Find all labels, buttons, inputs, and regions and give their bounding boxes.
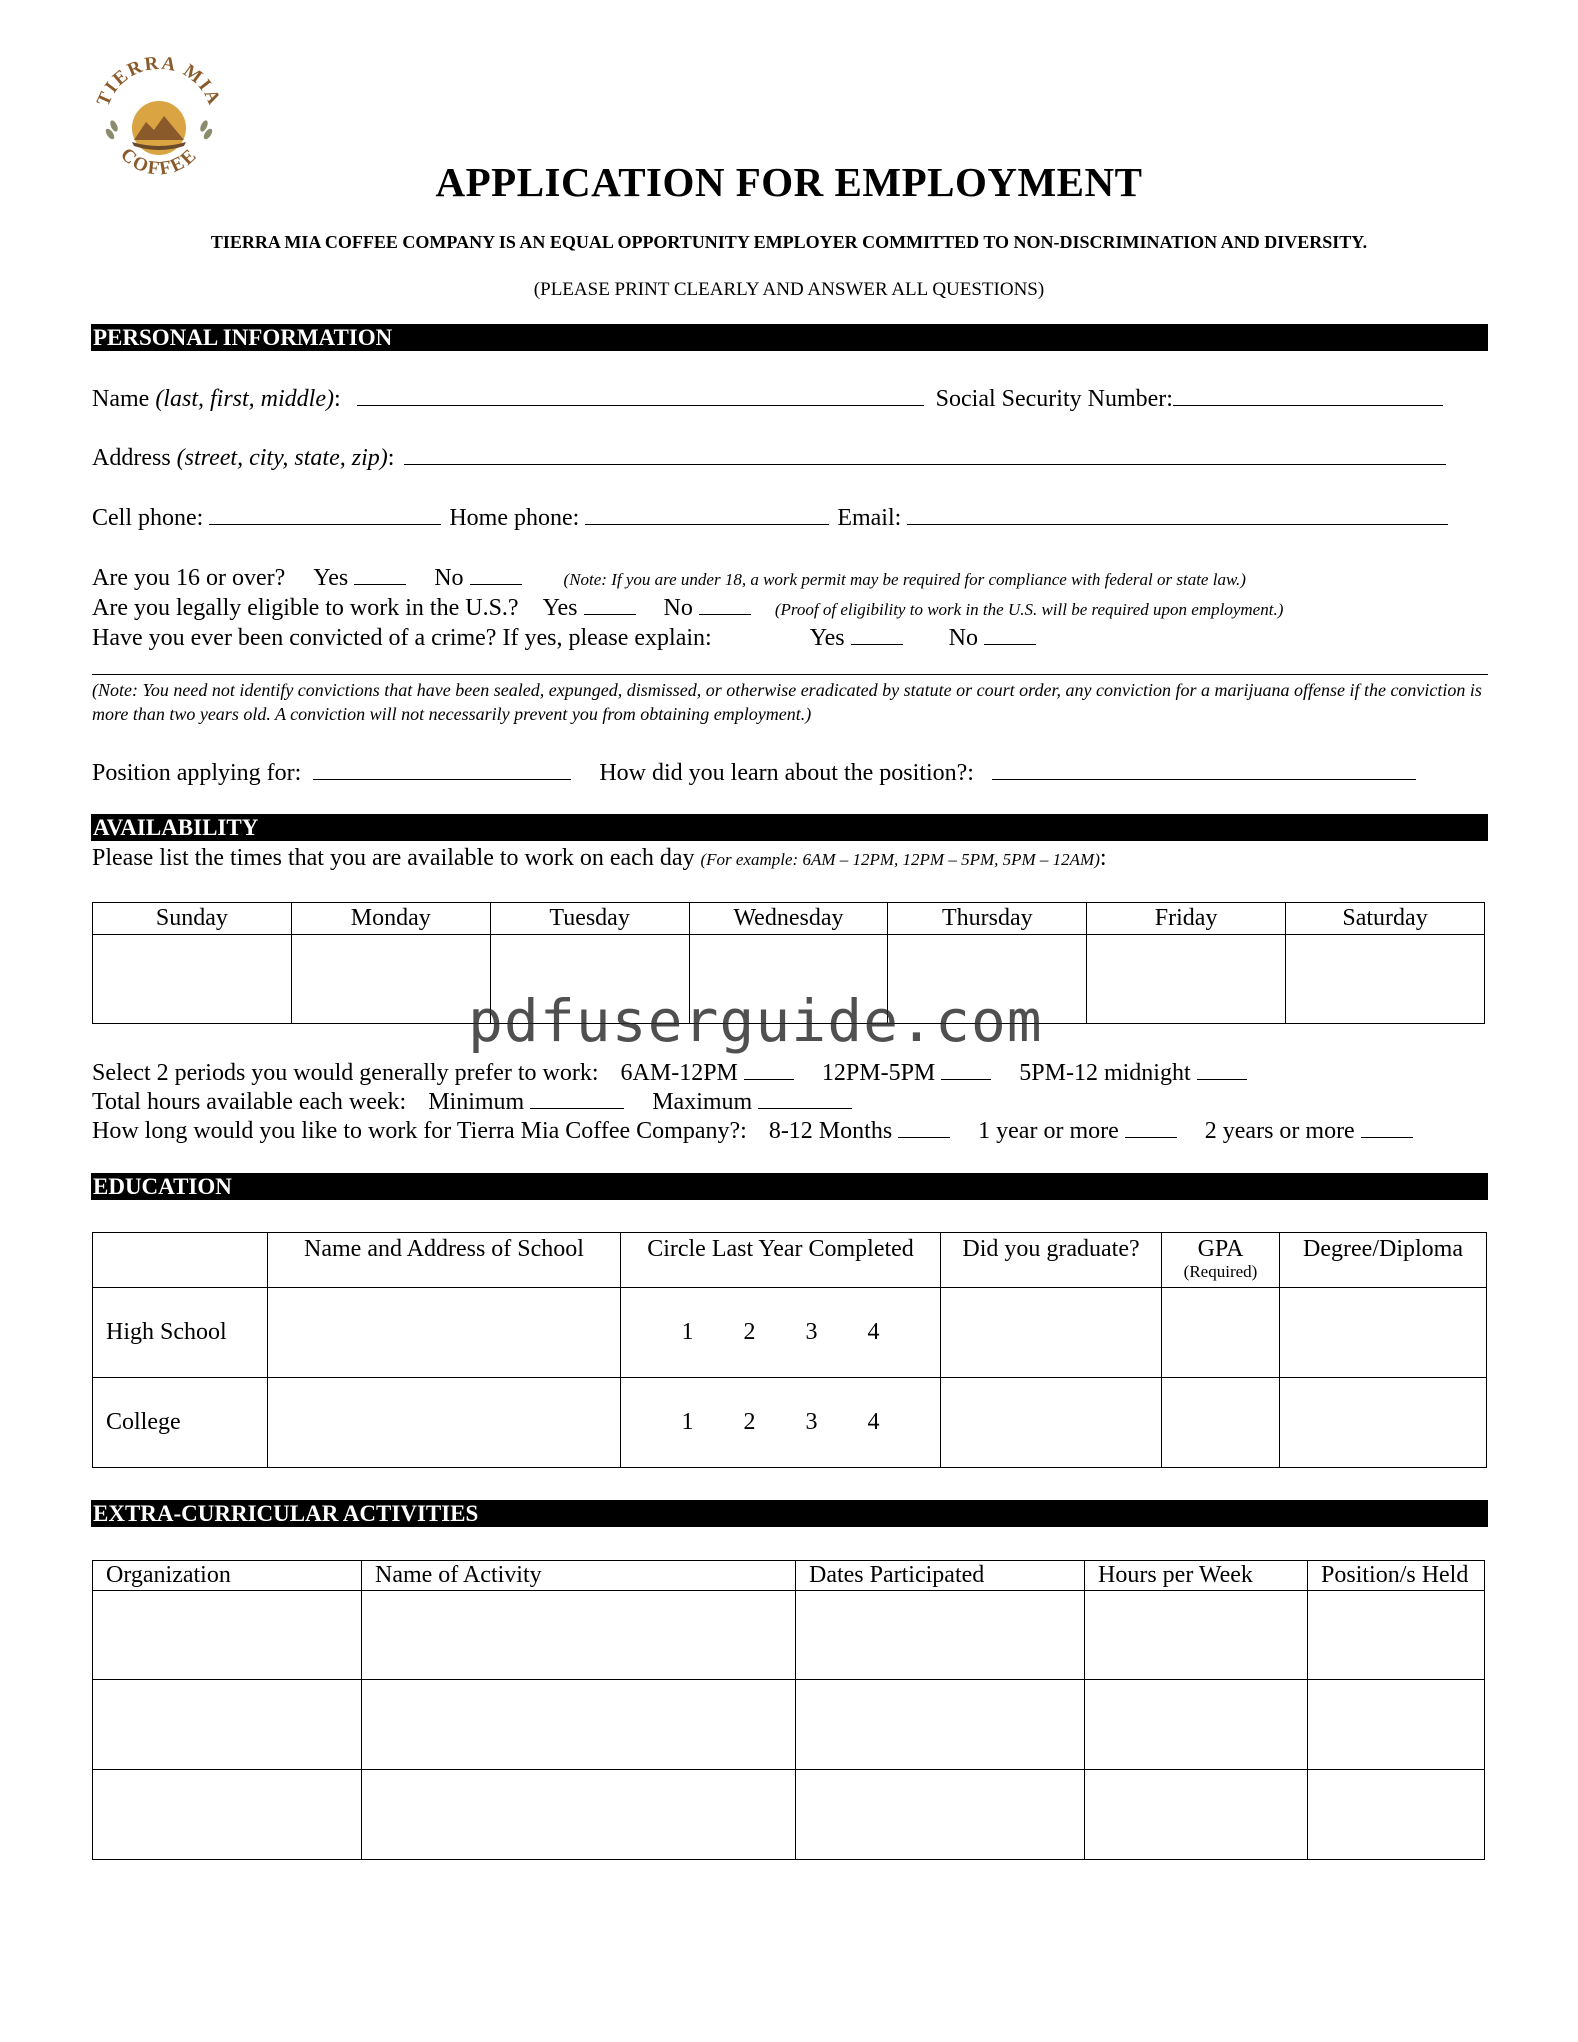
maximum-label: Maximum — [652, 1089, 753, 1115]
availability-monday-cell[interactable] — [291, 935, 490, 1024]
activity-row-3-name[interactable] — [362, 1770, 796, 1860]
availability-saturday-cell[interactable] — [1286, 935, 1485, 1024]
duration-1-year-field[interactable] — [1125, 1115, 1177, 1138]
address-label: Address — [92, 445, 171, 471]
school-name-header: Name and Address of School — [268, 1233, 621, 1288]
activity-row-3-dates[interactable] — [796, 1770, 1085, 1860]
period-evening-field[interactable] — [1197, 1057, 1247, 1080]
minimum-hours-field[interactable] — [530, 1086, 624, 1109]
age-no-label: No — [434, 565, 464, 591]
crime-explanation-field[interactable] — [92, 674, 1488, 675]
age-question: Are you 16 or over? — [92, 565, 286, 591]
age-yes-field[interactable] — [354, 562, 406, 585]
availability-instruction: Please list the times that you are available to work on each day — [92, 845, 695, 871]
eligibility-yes-field[interactable] — [584, 592, 636, 615]
activity-row-3-positions[interactable] — [1308, 1770, 1485, 1860]
email-label: Email: — [837, 505, 902, 531]
availability-friday-cell[interactable] — [1087, 935, 1286, 1024]
periods-label: Select 2 periods you would generally prefer to work: — [92, 1060, 599, 1086]
learn-about-field[interactable] — [992, 757, 1416, 780]
college-gpa-cell[interactable] — [1162, 1378, 1280, 1468]
activity-row-1-organization[interactable] — [93, 1591, 362, 1680]
address-row: Address (street, city, state, zip): — [92, 442, 1446, 472]
activity-row-1-dates[interactable] — [796, 1591, 1085, 1680]
eligibility-yes-label: Yes — [542, 595, 578, 621]
age-question-row — [92, 562, 1246, 592]
high-school-label: High School — [93, 1288, 268, 1378]
position-field[interactable] — [313, 757, 571, 780]
crime-question: Have you ever been convicted of a crime? If yes, please explain: — [92, 625, 712, 651]
crime-yes-label: Yes — [809, 625, 845, 651]
college-degree-cell[interactable] — [1280, 1378, 1487, 1468]
high-school-graduated-cell[interactable] — [941, 1288, 1162, 1378]
duration-label: How long would you like to work for Tierra Mia Coffee Company?: — [92, 1118, 747, 1144]
activities-table — [92, 1560, 1485, 1860]
period-evening-label: 5PM-12 midnight — [1019, 1060, 1191, 1086]
education-table — [92, 1232, 1487, 1468]
gpa-required-note: (Required) — [1183, 1262, 1258, 1281]
svg-text:TIERRA MIA: TIERRA MIA — [92, 52, 226, 110]
watermark-text: pdfuserguide.com — [468, 987, 1043, 1055]
high-school-degree-cell[interactable] — [1280, 1288, 1487, 1378]
period-morning-field[interactable] — [744, 1057, 794, 1080]
name-label: Name — [92, 386, 150, 412]
positions-header: Position/s Held — [1308, 1561, 1485, 1591]
cell-phone-field[interactable] — [209, 502, 441, 525]
college-year-2[interactable]: 2 — [743, 1409, 756, 1435]
personal-information-heading: PERSONAL INFORMATION — [91, 324, 1488, 351]
period-afternoon-label: 12PM-5PM — [821, 1060, 936, 1086]
cell-phone-label: Cell phone: — [92, 505, 204, 531]
email-field[interactable] — [907, 502, 1448, 525]
activity-row-1-hours[interactable] — [1085, 1591, 1308, 1680]
work-duration-row — [92, 1115, 1413, 1145]
home-phone-label: Home phone: — [449, 505, 580, 531]
svg-text:COFFEE: COFFEE — [116, 144, 202, 180]
learn-about-label: How did you learn about the position?: — [599, 760, 974, 786]
address-hint: (street, city, state, zip) — [176, 445, 388, 471]
eligibility-no-field[interactable] — [699, 592, 751, 615]
age-yes-label: Yes — [313, 565, 349, 591]
duration-8-12-label: 8-12 Months — [768, 1118, 893, 1144]
last-year-header: Circle Last Year Completed — [621, 1233, 941, 1288]
day-header-tuesday: Tuesday — [490, 903, 689, 935]
activities-heading: EXTRA-CURRICULAR ACTIVITIES — [91, 1500, 1488, 1527]
activity-name-header: Name of Activity — [362, 1561, 796, 1591]
duration-2-years-field[interactable] — [1361, 1115, 1413, 1138]
high-school-name-cell[interactable] — [268, 1288, 621, 1378]
activity-row-2-hours[interactable] — [1085, 1680, 1308, 1770]
minimum-label: Minimum — [428, 1089, 525, 1115]
college-years-cell — [621, 1378, 941, 1468]
dates-header: Dates Participated — [796, 1561, 1085, 1591]
maximum-hours-field[interactable] — [758, 1086, 852, 1109]
education-heading: EDUCATION — [91, 1173, 1488, 1200]
preferred-periods-row — [92, 1057, 1247, 1087]
availability-instruction-row: Please list the times that you are available to work on each day (For example: 6AM – 12PM, 12PM – 5PM, 5PM – 12AM): — [92, 845, 1107, 871]
degree-header: Degree/Diploma — [1280, 1233, 1487, 1288]
phone-email-row — [92, 502, 1448, 532]
duration-8-12-field[interactable] — [898, 1115, 950, 1138]
page-title: APPLICATION FOR EMPLOYMENT — [435, 159, 1143, 205]
crime-question-row — [92, 622, 1036, 652]
day-header-thursday: Thursday — [888, 903, 1087, 935]
education-corner-cell — [93, 1233, 268, 1288]
position-label: Position applying for: — [92, 760, 302, 786]
address-field[interactable] — [404, 442, 1446, 465]
crime-no-label: No — [948, 625, 978, 651]
hours-label: Total hours available each week: — [92, 1089, 407, 1115]
college-year-3[interactable]: 3 — [805, 1409, 818, 1435]
eligibility-question-row — [92, 592, 1283, 622]
age-no-field[interactable] — [470, 562, 522, 585]
college-graduated-cell[interactable] — [941, 1378, 1162, 1468]
day-header-sunday: Sunday — [93, 903, 292, 935]
day-header-wednesday: Wednesday — [689, 903, 888, 935]
gpa-header — [1162, 1233, 1280, 1288]
name-hint: (last, first, middle) — [155, 386, 334, 412]
period-morning-label: 6AM-12PM — [620, 1060, 738, 1086]
high-school-years-cell — [621, 1288, 941, 1378]
college-year-1[interactable]: 1 — [681, 1409, 694, 1435]
day-header-monday: Monday — [291, 903, 490, 935]
crime-yes-field[interactable] — [851, 622, 903, 645]
college-label: College — [93, 1378, 268, 1468]
activity-row-2-dates[interactable] — [796, 1680, 1085, 1770]
equal-opportunity-statement: TIERRA MIA COFFEE COMPANY IS AN EQUAL OPPORTUNITY EMPLOYER COMMITTED TO NON-DISCRIMINATION AND DIVERSITY. — [210, 232, 1368, 252]
eligibility-no-label: No — [663, 595, 693, 621]
name-field[interactable] — [357, 383, 924, 406]
gpa-label: GPA — [1197, 1236, 1244, 1262]
high-school-gpa-cell[interactable] — [1162, 1288, 1280, 1378]
eligibility-note: (Proof of eligibility to work in the U.S. will be required upon employment.) — [774, 600, 1284, 619]
activity-row-1-name[interactable] — [362, 1591, 796, 1680]
organization-header: Organization — [93, 1561, 362, 1591]
high-school-year-3[interactable]: 3 — [805, 1319, 818, 1345]
period-afternoon-field[interactable] — [941, 1057, 991, 1080]
eligibility-question: Are you legally eligible to work in the U.S.? — [92, 595, 519, 621]
high-school-year-1[interactable]: 1 — [681, 1319, 694, 1345]
duration-1-year-label: 1 year or more — [978, 1118, 1119, 1144]
activity-row-3-hours[interactable] — [1085, 1770, 1308, 1860]
ssn-label: Social Security Number: — [935, 386, 1173, 412]
hours-per-week-header: Hours per Week — [1085, 1561, 1308, 1591]
conviction-note: (Note: You need not identify convictions that have been sealed, expunged, dismissed, or otherwise eradicated by statute or court order, any conviction for a marijuana offense if the conviction is more than two years old. A conviction will not necessarily prevent you from obtaining employment.) — [92, 680, 1482, 724]
ssn-field[interactable] — [1173, 383, 1443, 406]
availability-example: (For example: 6AM – 12PM, 12PM – 5PM, 5PM – 12AM) — [700, 850, 1100, 869]
position-row — [92, 757, 1416, 787]
college-name-cell[interactable] — [268, 1378, 621, 1468]
day-header-friday: Friday — [1087, 903, 1286, 935]
high-school-year-2[interactable]: 2 — [743, 1319, 756, 1345]
activity-row-2-positions[interactable] — [1308, 1680, 1485, 1770]
graduated-header: Did you graduate? — [941, 1233, 1162, 1288]
day-header-saturday: Saturday — [1286, 903, 1485, 935]
age-note: (Note: If you are under 18, a work permit may be required for compliance with federal or state law.) — [563, 570, 1246, 589]
duration-2-years-label: 2 years or more — [1204, 1118, 1355, 1144]
high-school-year-4[interactable]: 4 — [867, 1319, 880, 1345]
activity-row-2-name[interactable] — [362, 1680, 796, 1770]
activity-row-2-organization[interactable] — [93, 1680, 362, 1770]
activity-row-1-positions[interactable] — [1308, 1591, 1485, 1680]
weekly-hours-row — [92, 1086, 852, 1116]
availability-heading: AVAILABILITY — [91, 814, 1488, 841]
crime-no-field[interactable] — [984, 622, 1036, 645]
availability-sunday-cell[interactable] — [93, 935, 292, 1024]
college-year-4[interactable]: 4 — [867, 1409, 880, 1435]
name-ssn-row: Name (last, first, middle): Social Security Number: — [92, 383, 1443, 413]
print-instruction: (PLEASE PRINT CLEARLY AND ANSWER ALL QUESTIONS) — [533, 279, 1045, 300]
activity-row-3-organization[interactable] — [93, 1770, 362, 1860]
home-phone-field[interactable] — [585, 502, 829, 525]
